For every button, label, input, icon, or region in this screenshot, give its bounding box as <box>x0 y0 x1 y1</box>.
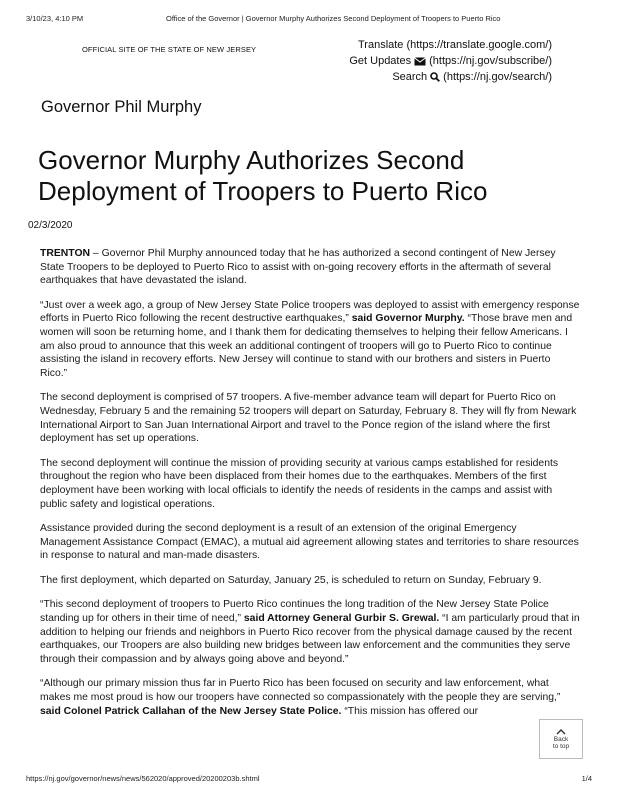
envelope-icon <box>414 57 426 66</box>
quote-attribution: said Colonel Patrick Callahan of the New Jersey State Police. <box>40 705 342 717</box>
article-title: Governor Murphy Authorizes Second Deployment of Troopers to Puerto Rico <box>38 145 488 206</box>
print-timestamp: 3/10/23, 4:10 PM <box>26 14 84 23</box>
search-url: (https://nj.gov/search/) <box>443 71 552 83</box>
utility-links <box>349 37 552 85</box>
get-updates-url: (https://nj.gov/subscribe/) <box>429 55 552 67</box>
quote-text: “This second deployment of troopers to Puerto Rico continues the long tradition of the New Jersey State Police standing up for others in their time of need,” <box>40 599 549 625</box>
chevron-up-icon <box>556 729 566 735</box>
official-site-label: OFFICIAL SITE OF THE STATE OF NEW JERSEY <box>82 45 257 54</box>
quote-text: “This mission has offered our <box>341 705 479 717</box>
article-body <box>40 247 580 729</box>
article-paragraph: The second deployment is comprised of 57 troopers. A five-member advance team will depart for Puerto Rico on Wednesday, February 5 and the remaining 52 troopers will depart on Saturday, February 8. They will fly from Newark International Airport to San Juan International Airport and travel to the Ponce region of the island where the first deployment has set up operations. <box>40 392 577 445</box>
print-page-number: 1/4 <box>581 774 592 783</box>
back-to-top-label: Back <box>553 735 569 743</box>
article-paragraph: The first deployment, which departed on Saturday, January 25, is scheduled to return on Sunday, February 9. <box>40 574 542 586</box>
quote-text: “Although our primary mission thus far in Puerto Rico has been focused on security and law enforcement, what makes me most proud is how our troopers have connected so compassionately with the people they are serving,” <box>40 678 561 704</box>
article-paragraph: The second deployment will continue the mission of providing security at various camps established for residents throughout the region who have been displaced from their homes due to the earthquakes. Members of the first deployment have been working with local officials to identify the needs of residents in the camps and assist with public safety and logistical operations. <box>40 457 559 510</box>
print-url: https://nj.gov/governor/news/news/562020/approved/20200203b.shtml <box>26 774 260 783</box>
quote-text: “Just over a week ago, a group of New Jersey State Police troopers was deployed to assist with emergency response efforts in Puerto Rico following the recent destructive earthquakes,” <box>40 299 580 325</box>
article-paragraph: Assistance provided during the second deployment is a result of an extension of the original Emergency Management Assistance Compact (EMAC), a mutual aid agreement allowing states and territories to share resources in response to natural and man-made disasters. <box>40 523 579 562</box>
quote-attribution: said Attorney General Gurbir S. Grewal. <box>243 613 440 625</box>
search-link[interactable] <box>349 69 552 85</box>
article-paragraph <box>40 299 580 381</box>
article-paragraph <box>40 247 580 288</box>
back-to-top-label: to top <box>552 742 570 750</box>
search-icon <box>430 72 440 82</box>
paragraph-text: – Governor Phil Murphy announced today that he has authorized a second contingent of New Jersey State Troopers to be deployed to Puerto Rico to assist with on-going recovery efforts in the aftermath of several earthquakes that have devastated the island. <box>40 248 556 287</box>
print-page-title: Office of the Governor | Governor Murphy Authorizes Second Deployment of Troopers to Puerto Rico <box>166 14 501 23</box>
article-paragraph <box>40 677 580 718</box>
back-to-top-button[interactable] <box>539 719 583 759</box>
print-footer <box>26 774 592 783</box>
search-label: Search <box>392 71 428 83</box>
quote-attribution: said Governor Murphy. <box>351 313 465 325</box>
get-updates-label: Get Updates <box>349 55 412 67</box>
translate-link[interactable]: Translate (https://translate.google.com/) <box>357 39 552 51</box>
quote-text: “I am particularly proud that in addition to helping our friends and neighbors in Puerto Rico recover from the physical damage caused by the recent earthquakes, our Troopers are also building new bridges between law enforcement and the communities they serve through their compassion and by always going above and beyond.” <box>40 613 580 665</box>
governor-name[interactable]: Governor Phil Murphy <box>41 98 202 116</box>
get-updates-link[interactable] <box>349 53 552 69</box>
quote-text: “Those brave men and women will soon be returning home, and I thank them for dedicating themselves to helping their fellow Americans. I am also proud to announce that this week an additional contingent of troopers will go to Puerto Rico to continue assisting the island in recovery efforts. New Jersey will continue to stand with our brothers and sisters in Puerto Rico.” <box>40 313 573 379</box>
dateline: TRENTON <box>40 248 91 259</box>
print-header <box>26 14 592 23</box>
article-paragraph <box>40 598 580 666</box>
article-date: 02/3/2020 <box>28 220 73 231</box>
